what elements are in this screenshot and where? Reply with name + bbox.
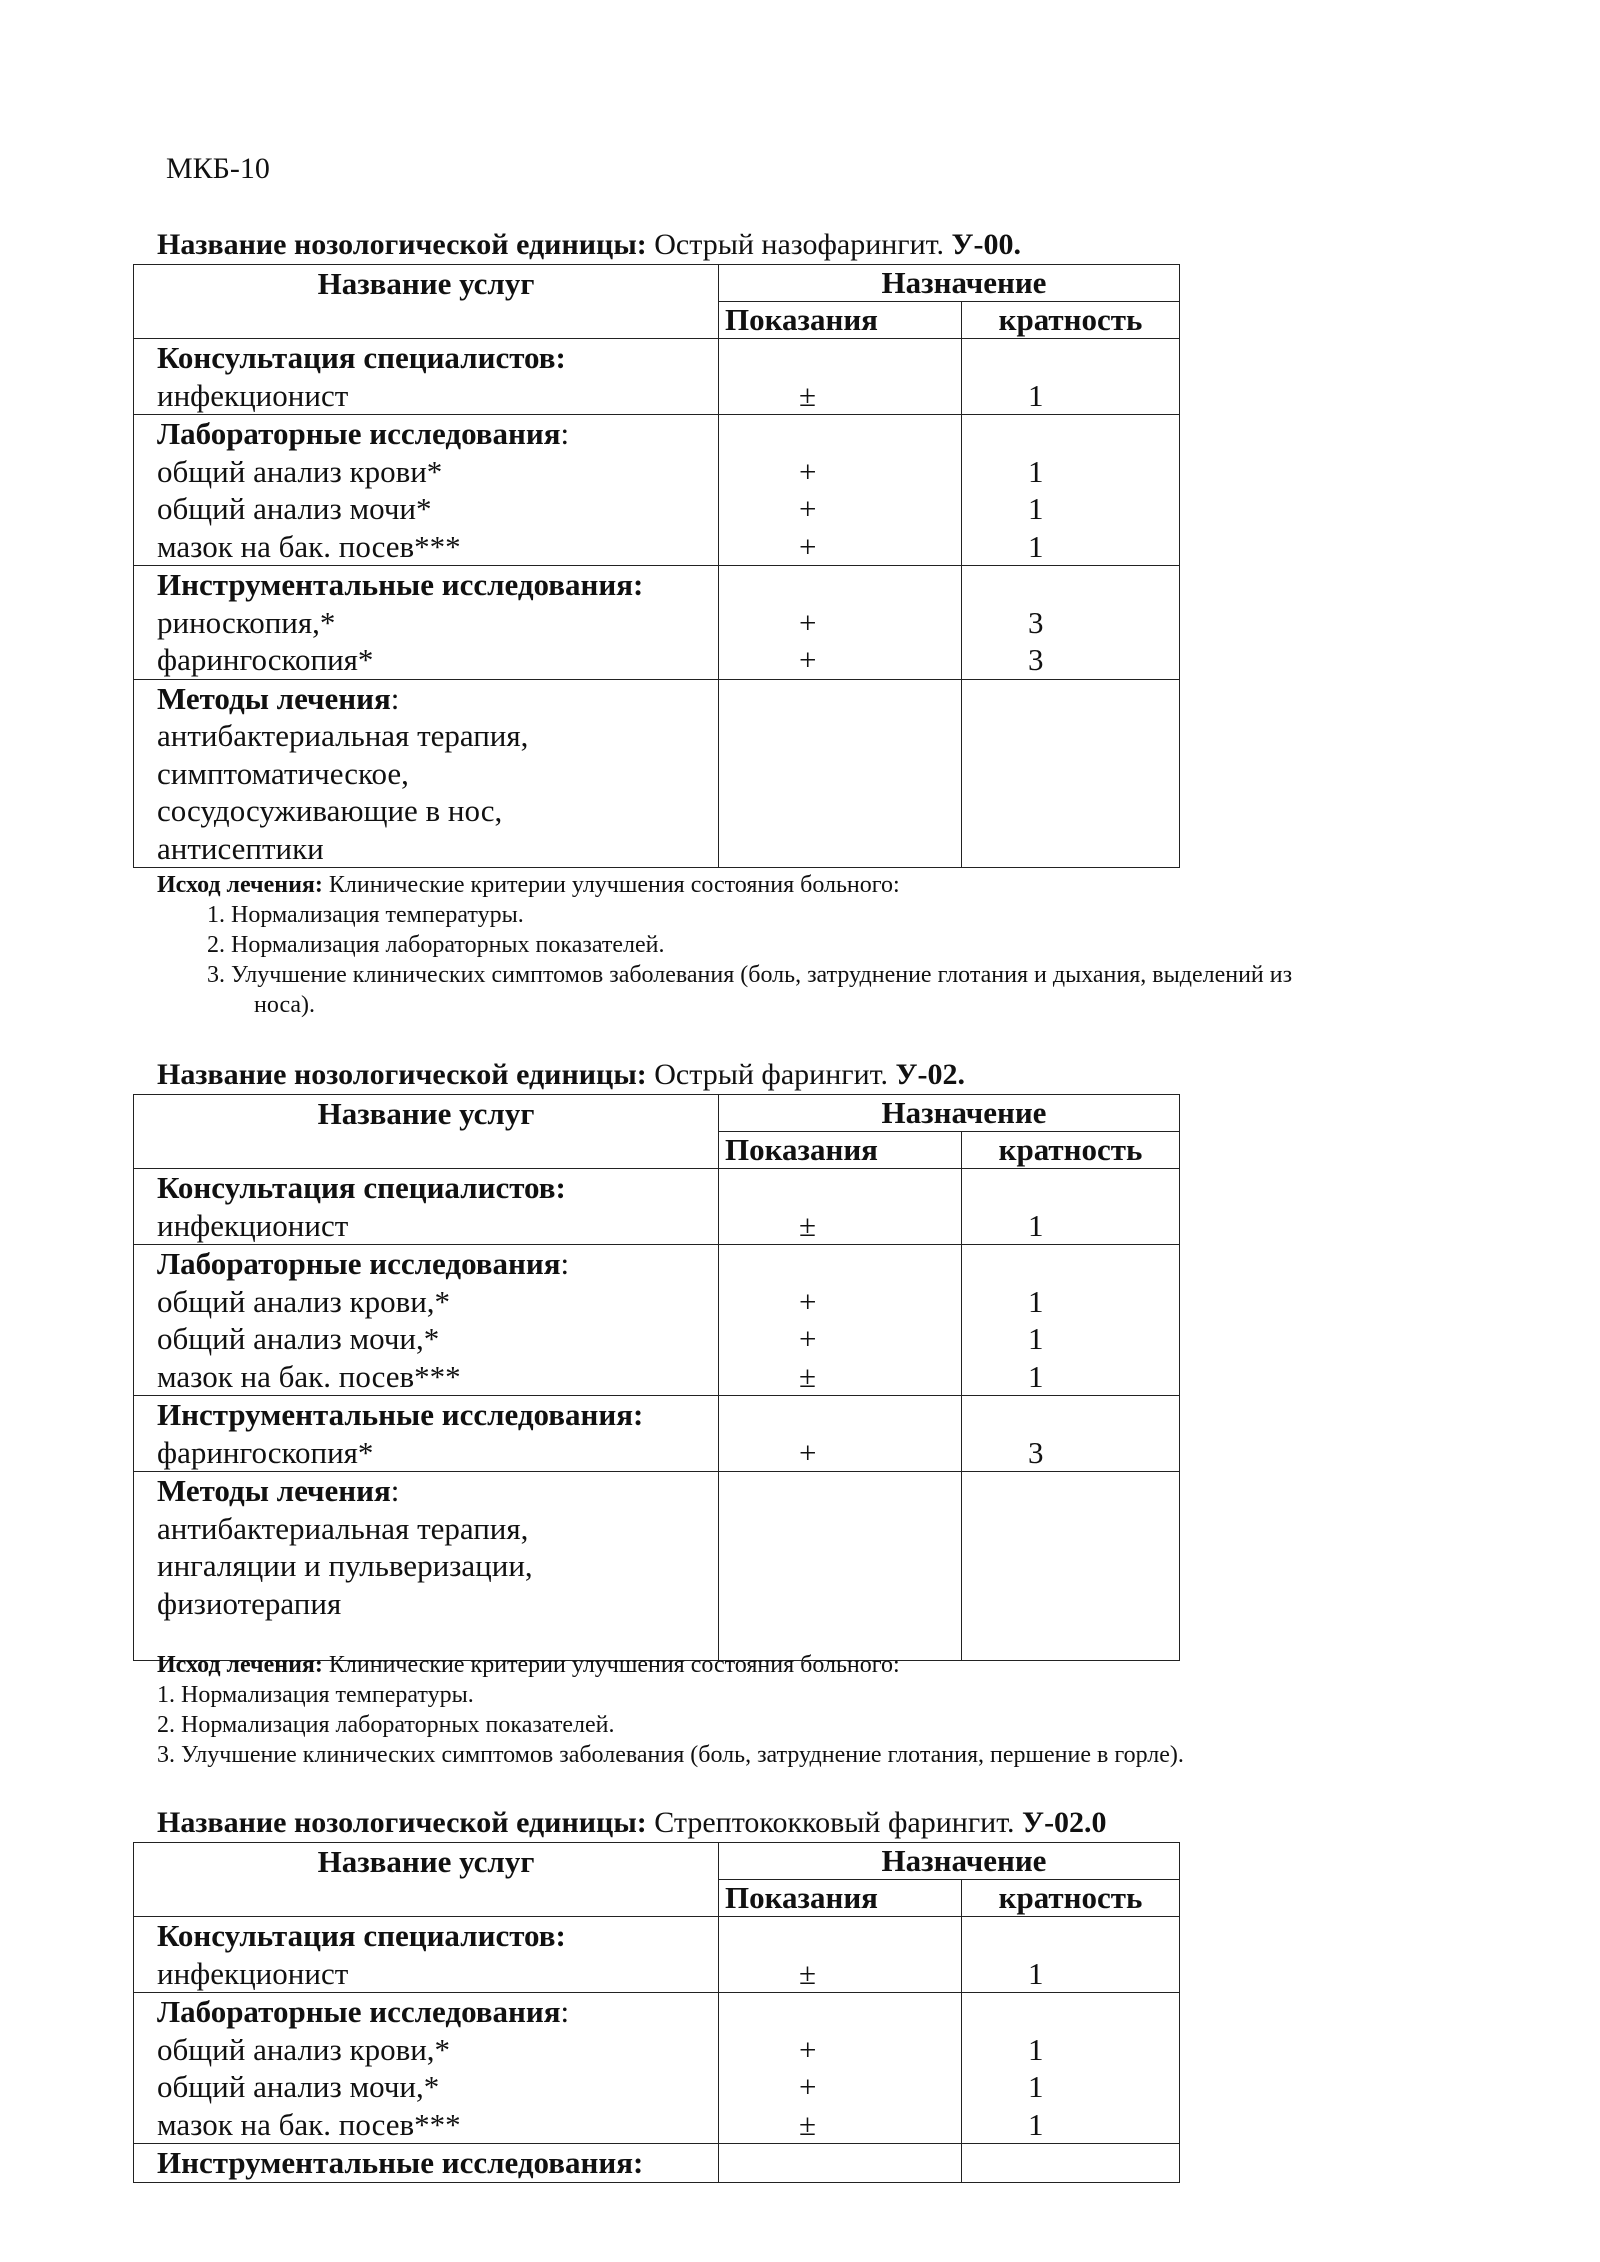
frequency-value: 1 <box>1028 1358 1044 1394</box>
title-name: Стрептококковый фарингит. <box>646 1806 1023 1839</box>
header-frequency: кратность <box>962 302 1180 339</box>
indications-cell <box>719 1245 962 1396</box>
table-row <box>134 566 1180 680</box>
indications-cell <box>719 415 962 566</box>
outcome-item: 3. Улучшение клинических симптомов заболевания (боль, затруднение глотания, першение в горле). <box>157 1742 1184 1768</box>
service-cell <box>134 1169 719 1245</box>
header-frequency: кратность <box>962 1880 1180 1917</box>
service-cell <box>134 1245 719 1396</box>
indication-value: + <box>799 491 817 526</box>
service-cell <box>134 339 719 415</box>
service-item: мазок на бак. посев*** <box>157 1358 461 1394</box>
service-item: физиотерапия <box>157 1585 342 1621</box>
title-label: Название нозологической единицы: <box>157 1806 647 1839</box>
table-header-row <box>134 1843 1180 1880</box>
heading-tail: : <box>390 1473 400 1508</box>
service-item: сосудосуживающие в нос, <box>157 793 503 828</box>
frequency-cell <box>962 339 1180 415</box>
frequency-value: 1 <box>1028 377 1044 413</box>
outcome-item-continuation: носа). <box>254 992 316 1018</box>
service-item: общий анализ мочи,* <box>157 2069 440 2104</box>
table-header-row <box>134 265 1180 302</box>
service-group-heading: Методы лечения: <box>157 680 400 716</box>
section-title <box>157 228 1021 262</box>
frequency-cell <box>962 1917 1180 1993</box>
frequency-value: 1 <box>1028 2069 1044 2104</box>
service-group-heading: Лабораторные исследования: <box>157 1246 570 1281</box>
frequency-value: 1 <box>1028 1321 1044 1356</box>
indications-cell <box>719 1396 962 1472</box>
service-item: антибактериальная терапия, <box>157 718 529 753</box>
outcome-label: Исход лечения: <box>157 1652 323 1678</box>
service-item: антибактериальная терапия, <box>157 1510 529 1546</box>
frequency-value: 3 <box>1028 604 1044 640</box>
indication-value: + <box>799 528 817 564</box>
frequency-cell <box>962 1993 1180 2144</box>
page-header: МКБ-10 <box>166 152 270 185</box>
service-item: антисептики <box>157 830 324 866</box>
indication-value: + <box>799 642 817 677</box>
heading-tail: : <box>390 680 400 716</box>
service-item: общий анализ мочи* <box>157 491 432 526</box>
service-cell <box>134 1993 719 2144</box>
title-name: Острый назофарингит. <box>646 228 952 261</box>
treatment-outcome <box>157 1650 1457 1770</box>
service-group-heading: Консультация специалистов: <box>157 340 566 375</box>
header-frequency: кратность <box>962 1132 1180 1169</box>
header-service-name: Название услуг <box>134 1095 719 1169</box>
outcome-text: Клинические критерии улучшения состояния больного: <box>322 872 900 898</box>
service-group-heading: Методы лечения: <box>157 1473 400 1508</box>
title-label: Название нозологической единицы: <box>157 1058 647 1091</box>
table-row <box>134 1993 1180 2144</box>
indication-value: ± <box>799 377 817 413</box>
service-group-heading: Лабораторные исследования: <box>157 1994 570 2029</box>
table-row <box>134 1169 1180 1245</box>
frequency-cell <box>962 2144 1180 2183</box>
service-cell <box>134 566 719 680</box>
frequency-cell <box>962 679 1180 868</box>
outcome-item: 1. Нормализация температуры. <box>157 1682 474 1708</box>
service-item: мазок на бак. посев*** <box>157 2106 461 2142</box>
service-cell <box>134 415 719 566</box>
indication-value: + <box>799 2069 817 2104</box>
header-service-name: Название услуг <box>134 265 719 339</box>
services-table <box>133 1842 1180 2183</box>
service-item: симптоматическое, <box>157 755 409 791</box>
frequency-value: 3 <box>1028 1434 1044 1470</box>
service-cell <box>134 2144 719 2183</box>
outcome-heading <box>157 870 1457 900</box>
service-item: общий анализ мочи,* <box>157 1321 440 1356</box>
service-item: инфекционист <box>157 1207 349 1243</box>
indications-cell <box>719 1169 962 1245</box>
header-service-name: Название услуг <box>134 1843 719 1917</box>
frequency-cell <box>962 415 1180 566</box>
title-code: У-00. <box>951 228 1022 261</box>
service-group-heading: Инструментальные исследования: <box>157 567 644 602</box>
frequency-value: 1 <box>1028 491 1044 526</box>
table-row <box>134 1245 1180 1396</box>
heading-tail: : <box>560 1246 570 1281</box>
service-cell <box>134 679 719 868</box>
indication-value: ± <box>799 2106 817 2142</box>
indications-cell <box>719 2144 962 2183</box>
heading-tail: : <box>560 1994 570 2029</box>
indication-value: ± <box>799 1358 817 1394</box>
service-item: фарингоскопия* <box>157 1434 374 1470</box>
frequency-value: 1 <box>1028 2031 1044 2067</box>
service-item: общий анализ крови,* <box>157 1283 451 1319</box>
table-header-row <box>134 1095 1180 1132</box>
service-item: ингаляции и пульверизации, <box>157 1548 533 1583</box>
frequency-value: 1 <box>1028 1207 1044 1243</box>
service-item: общий анализ крови* <box>157 453 443 489</box>
service-group-heading: Консультация специалистов: <box>157 1918 566 1953</box>
table-row <box>134 1396 1180 1472</box>
title-name: Острый фарингит. <box>646 1058 896 1091</box>
indications-cell <box>719 1472 962 1661</box>
indications-cell <box>719 1917 962 1993</box>
outcome-text: Клинические критерии улучшения состояния больного: <box>322 1652 900 1678</box>
frequency-value: 3 <box>1028 642 1044 677</box>
header-indications: Показания <box>719 1132 962 1169</box>
header-indications: Показания <box>719 302 962 339</box>
table-row <box>134 339 1180 415</box>
service-item: общий анализ крови,* <box>157 2031 451 2067</box>
outcome-item: 2. Нормализация лабораторных показателей. <box>157 1712 615 1738</box>
frequency-value: 1 <box>1028 1283 1044 1319</box>
frequency-cell <box>962 1396 1180 1472</box>
service-item: риноскопия,* <box>157 604 336 640</box>
section-title <box>157 1058 965 1092</box>
indication-value: + <box>799 1321 817 1356</box>
service-item: мазок на бак. посев*** <box>157 528 461 564</box>
service-group-heading: Инструментальные исследования: <box>157 2145 644 2180</box>
section-title <box>157 1806 1107 1840</box>
indication-value: + <box>799 604 817 640</box>
services-table <box>133 264 1180 868</box>
outcome-heading <box>157 1650 1457 1680</box>
service-item: инфекционист <box>157 377 349 413</box>
frequency-value: 1 <box>1028 1955 1044 1991</box>
table-row <box>134 415 1180 566</box>
service-item: инфекционист <box>157 1955 349 1991</box>
header-appointment: Назначение <box>719 1095 1180 1132</box>
indications-cell <box>719 1993 962 2144</box>
table-row <box>134 1917 1180 1993</box>
service-group-heading: Консультация специалистов: <box>157 1170 566 1205</box>
indication-value: + <box>799 2031 817 2067</box>
table-row <box>134 2144 1180 2183</box>
service-cell <box>134 1917 719 1993</box>
frequency-cell <box>962 1472 1180 1661</box>
frequency-cell <box>962 1245 1180 1396</box>
table-row <box>134 1472 1180 1661</box>
frequency-value: 1 <box>1028 2106 1044 2142</box>
header-appointment: Назначение <box>719 1843 1180 1880</box>
outcome-label: Исход лечения: <box>157 872 323 898</box>
header-appointment: Назначение <box>719 265 1180 302</box>
indication-value: + <box>799 453 817 489</box>
title-label: Название нозологической единицы: <box>157 228 647 261</box>
outcome-item: 1. Нормализация температуры. <box>207 902 524 928</box>
service-cell <box>134 1396 719 1472</box>
indications-cell <box>719 339 962 415</box>
indication-value: ± <box>799 1207 817 1243</box>
services-table <box>133 1094 1180 1661</box>
treatment-outcome <box>157 870 1457 1020</box>
indications-cell <box>719 679 962 868</box>
frequency-value: 1 <box>1028 453 1044 489</box>
outcome-item: 3. Улучшение клинических симптомов заболевания (боль, затруднение глотания и дыхания, выделений из <box>207 962 1293 988</box>
frequency-cell <box>962 566 1180 680</box>
table-row <box>134 679 1180 868</box>
indication-value: + <box>799 1434 817 1470</box>
service-group-heading: Лабораторные исследования: <box>157 416 570 451</box>
header-indications: Показания <box>719 1880 962 1917</box>
service-group-heading: Инструментальные исследования: <box>157 1397 644 1432</box>
heading-tail: : <box>560 416 570 451</box>
title-code: У-02. <box>895 1058 965 1091</box>
title-code: У-02.0 <box>1022 1806 1107 1839</box>
indications-cell <box>719 566 962 680</box>
service-item: фарингоскопия* <box>157 642 374 677</box>
indication-value: ± <box>799 1955 817 1991</box>
frequency-value: 1 <box>1028 528 1044 564</box>
service-cell <box>134 1472 719 1661</box>
frequency-cell <box>962 1169 1180 1245</box>
outcome-item: 2. Нормализация лабораторных показателей. <box>207 932 665 958</box>
indication-value: + <box>799 1283 817 1319</box>
